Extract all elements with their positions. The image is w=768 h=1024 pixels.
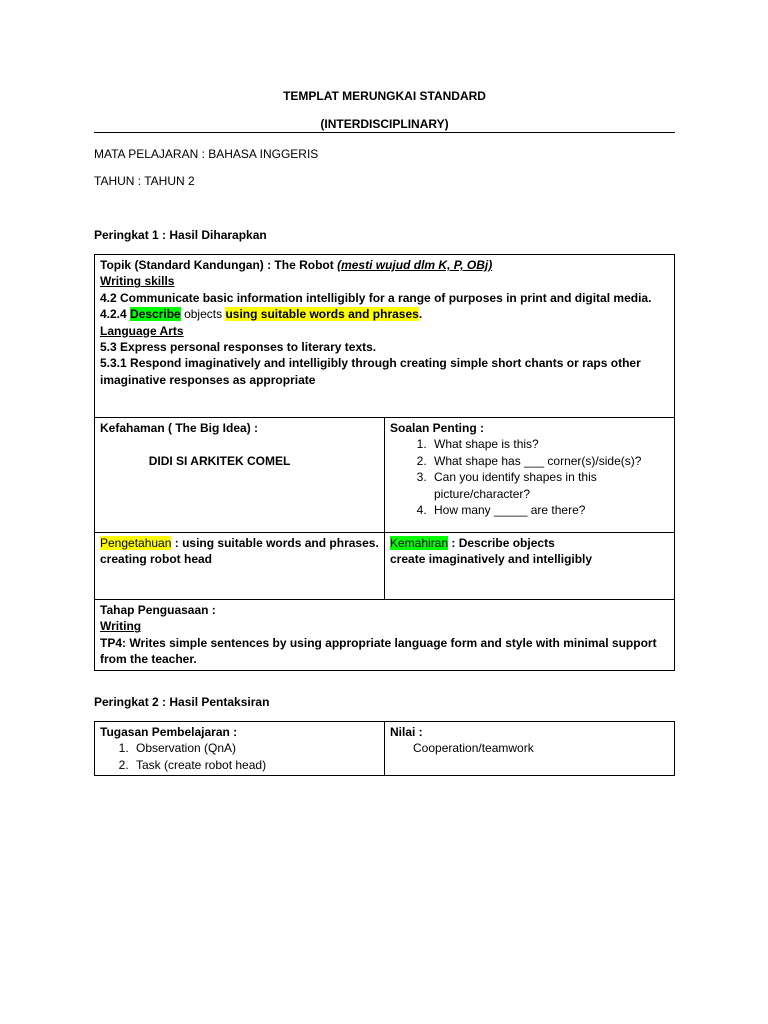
- level1-table: [94, 254, 675, 671]
- mastery-tp4: TP4: Writes simple sentences by using appropriate language form and style with minimal support from the teacher.: [100, 635, 657, 667]
- table-row: [95, 255, 675, 418]
- level1-heading: Peringkat 1 : Hasil Diharapkan: [94, 228, 267, 242]
- tasks-cell: [95, 722, 385, 776]
- big-idea-value: DIDI SI ARKITEK COMEL: [148, 454, 291, 469]
- list-item: 3. Can you identify shapes in this picture/character?: [430, 469, 669, 502]
- standard-5-3: 5.3 Express personal responses to literary texts.: [100, 340, 377, 355]
- standard-4-2: 4.2 Communicate basic information intelligibly for a range of purposes in print and digital media.: [100, 290, 652, 305]
- language-arts-heading: Language Arts: [100, 323, 184, 338]
- document-subtitle: (INTERDISCIPLINARY): [320, 117, 449, 131]
- skill-text-2: create imaginatively and intelligibly: [390, 552, 593, 567]
- describe-highlight: Describe: [130, 307, 181, 322]
- knowledge-line: [100, 535, 379, 551]
- questions-list: [390, 436, 669, 518]
- subject-line: MATA PELAJARAN : BAHASA INGGERIS: [94, 147, 319, 161]
- skill-cell: [385, 533, 675, 600]
- level2-table: [94, 721, 675, 776]
- topic-label: Topik (Standard Kandungan) : The Robot: [100, 258, 338, 272]
- knowledge-text-2: creating robot head: [100, 552, 213, 567]
- knowledge-label: Pengetahuan: [100, 536, 172, 550]
- big-idea-cell: [95, 418, 385, 533]
- mastery-cell: [95, 600, 675, 671]
- questions-label: Soalan Penting :: [390, 421, 485, 435]
- mastery-writing: Writing: [100, 619, 142, 634]
- words-phrases-highlight: using suitable words and phrases: [225, 307, 419, 322]
- standard-4-2-4: [100, 306, 669, 322]
- standard-4-2-4-mid: objects: [180, 307, 226, 322]
- standard-4-2-4-end: .: [418, 307, 423, 322]
- table-row: [95, 600, 675, 671]
- topic-cell: [95, 255, 675, 418]
- values-label: Nilai :: [390, 725, 423, 739]
- knowledge-cell: [95, 533, 385, 600]
- table-row: [95, 722, 675, 776]
- tasks-list: [100, 740, 379, 773]
- year-line: TAHUN : TAHUN 2: [94, 174, 195, 188]
- standard-5-3-1: 5.3.1 Respond imaginatively and intelligibly through creating simple short chants or raps other imaginative responses as appropriate: [100, 356, 641, 387]
- list-item: 2. Task (create robot head): [132, 757, 379, 773]
- skill-text: : Describe objects: [448, 536, 555, 550]
- skill-line: [390, 535, 669, 551]
- topic-note: (mesti wujud dlm K, P, OBj): [337, 258, 493, 272]
- big-idea-label: Kefahaman ( The Big Idea) :: [100, 421, 259, 435]
- topic-line: [100, 257, 669, 273]
- title-divider: [94, 132, 675, 133]
- tasks-label: Tugasan Pembelajaran :: [100, 725, 238, 739]
- skill-label: Kemahiran: [390, 536, 449, 550]
- questions-cell: [385, 418, 675, 533]
- list-item: 1. Observation (QnA): [132, 740, 379, 756]
- writing-skills-heading: Writing skills: [100, 274, 175, 289]
- table-row: [95, 418, 675, 533]
- mastery-label: Tahap Penguasaan :: [100, 603, 216, 617]
- standard-4-2-4-prefix: 4.2.4: [100, 307, 131, 322]
- list-item: 2. What shape has ___ corner(s)/side(s)?: [430, 453, 669, 469]
- knowledge-text: : using suitable words and phrases.: [171, 536, 379, 550]
- level2-heading: Peringkat 2 : Hasil Pentaksiran: [94, 695, 270, 709]
- document-title: TEMPLAT MERUNGKAI STANDARD: [283, 89, 486, 103]
- list-item: 4. How many _____ are there?: [430, 502, 669, 518]
- list-item: 1. What shape is this?: [430, 436, 669, 452]
- table-row: [95, 533, 675, 600]
- values-text: Cooperation/teamwork: [413, 741, 534, 756]
- values-cell: [385, 722, 675, 776]
